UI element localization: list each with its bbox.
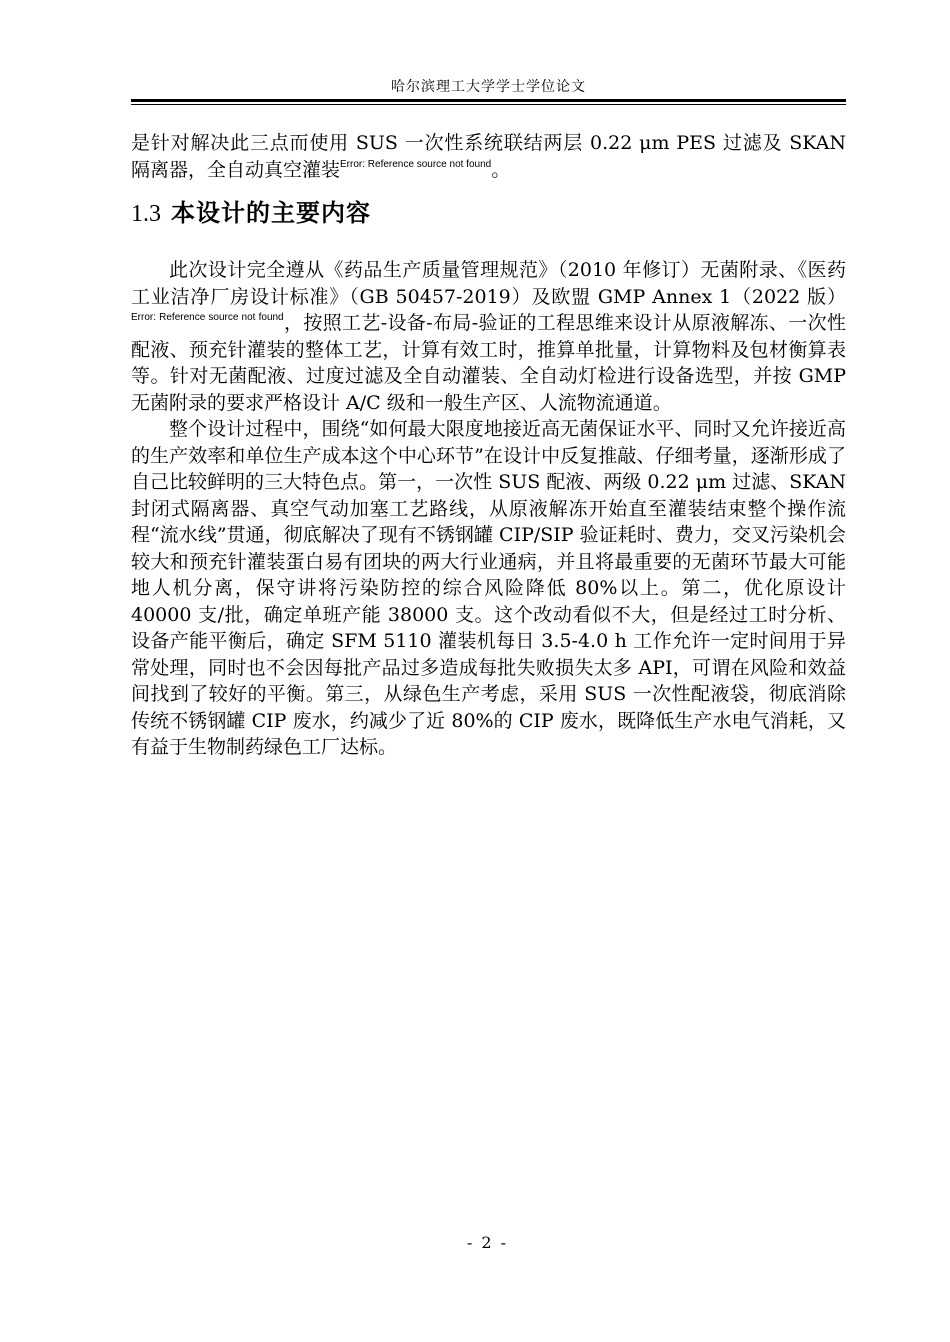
design-scope-text-a: 此次设计完全遵从《药品生产质量管理规范》（2010 年修订）无菌附录、《医药工业洁净厂房设计标准》（GB 50457-2019）及欧盟 GMP Annex 1（2022 版） <box>131 259 846 308</box>
design-features-paragraph: 整个设计过程中，围绕“如何最大限度地接近高无菌保证水平、同时又允许接近高的生产效率和单位生产成本这个中心环节”在设计中反复推敲、仔细考量，逐渐形成了自己比较鲜明的三大特色点。第一，一次性 SUS 配液、两级 0.22 μm 过滤、SKAN 封闭式隔离器、真空气动加塞工艺路线，从原液解冻开始直至灌装结束整个操作流程“流水线”贯通，彻底解决了现有不锈钢罐 CIP/SIP 验证耗时、费力，交叉污染机会较大和预充针灌装蛋白易有团块的两大行业通病，并且将最重要的无菌环节最大可能地人机分离，保守讲将污染防控的综合风险降低 80%以上。第二，优化原设计 40000 支/批，确定单班产能 38000 支。这个改动看似不大，但是经过工时分析、设备产能平衡后，确定 SFM 5110 灌装机每日 3.5-4.0 h 工作允许一定时间用于异常处理，同时也不会因每批产品过多造成每批失败损失太多 API，可谓在风险和效益间找到了较好的平衡。第三，从绿色生产考虑，采用 SUS 一次性配液袋，彻底消除传统不锈钢罐 CIP 废水，约减少了近 80%的 CIP 废水，既降低生产水电气消耗，又有益于生物制药绿色工厂达标。 <box>131 418 846 758</box>
section-number: 1.3 <box>131 201 161 227</box>
reference-error-1: Error: Reference source not found <box>340 158 492 170</box>
continuation-paragraph <box>131 130 846 183</box>
page-number: - 2 - <box>466 1233 509 1252</box>
header-rule-thin <box>131 104 846 105</box>
header-rule-thick <box>131 99 846 102</box>
page-body <box>131 130 846 761</box>
continuation-text: 是针对解决此三点而使用 SUS 一次性系统联结两层 0.22 μm PES 过滤及 SKAN 隔离器，全自动真空灌装 <box>131 132 846 181</box>
page-header: 哈尔滨理工大学学士学位论文 <box>391 79 586 95</box>
design-scope-paragraph <box>131 257 846 416</box>
section-title: 本设计的主要内容 <box>171 199 371 227</box>
section-heading <box>131 197 846 230</box>
reference-error-2: Error: Reference source not found <box>131 312 284 323</box>
design-scope-text-b: ，按照工艺-设备-布局-验证的工程思维来设计从原液解冻、一次性配液、预充针灌装的整体工艺，计算有效工时，推算单批量，计算物料及包材衡算表等。针对无菌配液、过度过滤及全自动灌装、全自动灯检进行设备选型，并按 GMP 无菌附录的要求严格设计 A/C 级和一般生产区、人流物流通道。 <box>131 312 846 414</box>
continuation-end: 。 <box>491 158 511 181</box>
